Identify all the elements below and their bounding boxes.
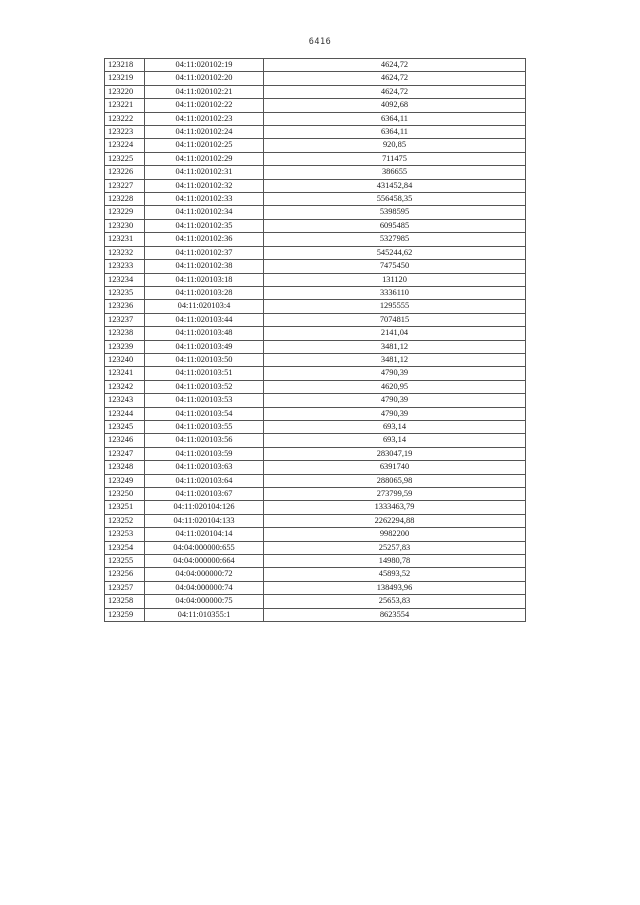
cadastral-value-cell: 8623554 xyxy=(264,608,526,621)
row-number-cell: 123235 xyxy=(105,286,145,299)
cadastral-number-cell: 04:04:000000:75 xyxy=(145,595,264,608)
cadastral-number-cell: 04:11:020103:55 xyxy=(145,420,264,433)
cadastral-value-cell: 45893,52 xyxy=(264,568,526,581)
table-row xyxy=(105,219,526,232)
cadastral-value-cell: 920,85 xyxy=(264,139,526,152)
table-body xyxy=(105,59,526,622)
row-number-cell: 123249 xyxy=(105,474,145,487)
cadastral-value-cell: 1333463,79 xyxy=(264,501,526,514)
cadastral-number-cell: 04:11:020102:31 xyxy=(145,166,264,179)
row-number-cell: 123223 xyxy=(105,126,145,139)
cadastral-number-cell: 04:11:020102:34 xyxy=(145,206,264,219)
cadastral-number-cell: 04:11:020102:25 xyxy=(145,139,264,152)
table-row xyxy=(105,246,526,259)
cadastral-number-cell: 04:11:020103:50 xyxy=(145,353,264,366)
page-number: 6416 xyxy=(308,37,332,47)
table-row xyxy=(105,340,526,353)
table-row xyxy=(105,179,526,192)
row-number-cell: 123221 xyxy=(105,99,145,112)
row-number-cell: 123224 xyxy=(105,139,145,152)
row-number-cell: 123242 xyxy=(105,380,145,393)
cadastral-value-cell: 5398595 xyxy=(264,206,526,219)
row-number-cell: 123256 xyxy=(105,568,145,581)
cadastral-value-cell: 545244,62 xyxy=(264,246,526,259)
row-number-cell: 123251 xyxy=(105,501,145,514)
row-number-cell: 123236 xyxy=(105,300,145,313)
cadastral-number-cell: 04:11:020104:126 xyxy=(145,501,264,514)
cadastral-number-cell: 04:11:020102:32 xyxy=(145,179,264,192)
row-number-cell: 123218 xyxy=(105,59,145,72)
row-number-cell: 123225 xyxy=(105,152,145,165)
table-row xyxy=(105,193,526,206)
table-row xyxy=(105,568,526,581)
row-number-cell: 123238 xyxy=(105,327,145,340)
table-row xyxy=(105,514,526,527)
cadastral-number-cell: 04:11:020103:52 xyxy=(145,380,264,393)
table-row xyxy=(105,474,526,487)
row-number-cell: 123253 xyxy=(105,528,145,541)
cadastral-number-cell: 04:11:020102:19 xyxy=(145,59,264,72)
cadastral-number-cell: 04:11:020102:36 xyxy=(145,233,264,246)
row-number-cell: 123229 xyxy=(105,206,145,219)
cadastral-number-cell: 04:04:000000:72 xyxy=(145,568,264,581)
cadastral-value-cell: 2141,04 xyxy=(264,327,526,340)
cadastral-value-cell: 4624,72 xyxy=(264,85,526,98)
row-number-cell: 123254 xyxy=(105,541,145,554)
cadastral-number-cell: 04:11:020103:4 xyxy=(145,300,264,313)
cadastral-number-cell: 04:11:020103:28 xyxy=(145,286,264,299)
table-row xyxy=(105,555,526,568)
row-number-cell: 123228 xyxy=(105,193,145,206)
row-number-cell: 123244 xyxy=(105,407,145,420)
table-row xyxy=(105,367,526,380)
cadastral-number-cell: 04:11:020103:64 xyxy=(145,474,264,487)
cadastral-number-cell: 04:11:020102:29 xyxy=(145,152,264,165)
cadastral-number-cell: 04:11:010355:1 xyxy=(145,608,264,621)
cadastral-number-cell: 04:11:020102:38 xyxy=(145,260,264,273)
cadastral-value-table xyxy=(104,58,526,622)
table-row xyxy=(105,581,526,594)
cadastral-number-cell: 04:11:020102:35 xyxy=(145,219,264,232)
cadastral-value-cell: 5327985 xyxy=(264,233,526,246)
cadastral-number-cell: 04:11:020103:59 xyxy=(145,447,264,460)
cadastral-value-cell: 6364,11 xyxy=(264,112,526,125)
row-number-cell: 123226 xyxy=(105,166,145,179)
cadastral-value-cell: 4092,68 xyxy=(264,99,526,112)
cadastral-value-cell: 711475 xyxy=(264,152,526,165)
table-row xyxy=(105,166,526,179)
cadastral-number-cell: 04:11:020103:51 xyxy=(145,367,264,380)
cadastral-value-cell: 6364,11 xyxy=(264,126,526,139)
row-number-cell: 123240 xyxy=(105,353,145,366)
table-row xyxy=(105,59,526,72)
table-row xyxy=(105,447,526,460)
row-number-cell: 123239 xyxy=(105,340,145,353)
table-row xyxy=(105,595,526,608)
table-row xyxy=(105,300,526,313)
cadastral-number-cell: 04:11:020103:67 xyxy=(145,488,264,501)
cadastral-value-cell: 25653,83 xyxy=(264,595,526,608)
cadastral-value-cell: 9982200 xyxy=(264,528,526,541)
cadastral-value-cell: 138493,96 xyxy=(264,581,526,594)
cadastral-number-cell: 04:11:020102:24 xyxy=(145,126,264,139)
table-row xyxy=(105,420,526,433)
cadastral-number-cell: 04:11:020102:20 xyxy=(145,72,264,85)
cadastral-value-cell: 25257,83 xyxy=(264,541,526,554)
table-row xyxy=(105,541,526,554)
table-row xyxy=(105,394,526,407)
cadastral-value-cell: 693,14 xyxy=(264,434,526,447)
cadastral-number-cell: 04:11:020103:49 xyxy=(145,340,264,353)
row-number-cell: 123219 xyxy=(105,72,145,85)
row-number-cell: 123259 xyxy=(105,608,145,621)
row-number-cell: 123231 xyxy=(105,233,145,246)
table-row xyxy=(105,260,526,273)
table-row xyxy=(105,407,526,420)
cadastral-value-cell: 4624,72 xyxy=(264,59,526,72)
cadastral-number-cell: 04:11:020102:37 xyxy=(145,246,264,259)
cadastral-value-cell: 7475450 xyxy=(264,260,526,273)
table-row xyxy=(105,501,526,514)
cadastral-number-cell: 04:11:020103:63 xyxy=(145,461,264,474)
table-row xyxy=(105,273,526,286)
cadastral-number-cell: 04:11:020102:23 xyxy=(145,112,264,125)
cadastral-number-cell: 04:11:020103:53 xyxy=(145,394,264,407)
row-number-cell: 123243 xyxy=(105,394,145,407)
cadastral-number-cell: 04:11:020102:33 xyxy=(145,193,264,206)
cadastral-number-cell: 04:04:000000:664 xyxy=(145,555,264,568)
cadastral-value-cell: 431452,84 xyxy=(264,179,526,192)
cadastral-number-cell: 04:11:020103:56 xyxy=(145,434,264,447)
row-number-cell: 123257 xyxy=(105,581,145,594)
cadastral-number-cell: 04:11:020103:54 xyxy=(145,407,264,420)
cadastral-value-cell: 6391740 xyxy=(264,461,526,474)
cadastral-number-cell: 04:04:000000:655 xyxy=(145,541,264,554)
row-number-cell: 123245 xyxy=(105,420,145,433)
cadastral-number-cell: 04:11:020103:44 xyxy=(145,313,264,326)
table-row xyxy=(105,85,526,98)
cadastral-value-cell: 7074815 xyxy=(264,313,526,326)
cadastral-value-cell: 6095485 xyxy=(264,219,526,232)
row-number-cell: 123222 xyxy=(105,112,145,125)
table-row xyxy=(105,608,526,621)
table-row xyxy=(105,434,526,447)
cadastral-value-cell: 288065,98 xyxy=(264,474,526,487)
row-number-cell: 123234 xyxy=(105,273,145,286)
cadastral-number-cell: 04:11:020103:48 xyxy=(145,327,264,340)
row-number-cell: 123230 xyxy=(105,219,145,232)
table-row xyxy=(105,126,526,139)
table-row xyxy=(105,152,526,165)
row-number-cell: 123246 xyxy=(105,434,145,447)
cadastral-value-cell: 3336110 xyxy=(264,286,526,299)
cadastral-value-cell: 283047,19 xyxy=(264,447,526,460)
cadastral-value-cell: 4790,39 xyxy=(264,407,526,420)
table-row xyxy=(105,99,526,112)
table-row xyxy=(105,327,526,340)
cadastral-value-cell: 131120 xyxy=(264,273,526,286)
row-number-cell: 123247 xyxy=(105,447,145,460)
row-number-cell: 123248 xyxy=(105,461,145,474)
row-number-cell: 123220 xyxy=(105,85,145,98)
table-row xyxy=(105,139,526,152)
cadastral-value-cell: 3481,12 xyxy=(264,340,526,353)
cadastral-value-cell: 3481,12 xyxy=(264,353,526,366)
row-number-cell: 123237 xyxy=(105,313,145,326)
table-row xyxy=(105,380,526,393)
table-row xyxy=(105,206,526,219)
row-number-cell: 123232 xyxy=(105,246,145,259)
table-row xyxy=(105,233,526,246)
cadastral-value-cell: 4624,72 xyxy=(264,72,526,85)
cadastral-number-cell: 04:11:020103:18 xyxy=(145,273,264,286)
table-row xyxy=(105,112,526,125)
cadastral-value-cell: 386655 xyxy=(264,166,526,179)
table-row xyxy=(105,313,526,326)
table-row xyxy=(105,461,526,474)
cadastral-number-cell: 04:11:020102:21 xyxy=(145,85,264,98)
row-number-cell: 123250 xyxy=(105,488,145,501)
row-number-cell: 123252 xyxy=(105,514,145,527)
table-row xyxy=(105,286,526,299)
cadastral-value-cell: 2262294,88 xyxy=(264,514,526,527)
row-number-cell: 123255 xyxy=(105,555,145,568)
cadastral-value-cell: 273799,59 xyxy=(264,488,526,501)
cadastral-number-cell: 04:11:020102:22 xyxy=(145,99,264,112)
row-number-cell: 123241 xyxy=(105,367,145,380)
cadastral-value-cell: 693,14 xyxy=(264,420,526,433)
table-row xyxy=(105,353,526,366)
cadastral-number-cell: 04:11:020104:133 xyxy=(145,514,264,527)
cadastral-value-cell: 4790,39 xyxy=(264,394,526,407)
cadastral-value-cell: 4620,95 xyxy=(264,380,526,393)
table-row xyxy=(105,488,526,501)
cadastral-value-cell: 14980,78 xyxy=(264,555,526,568)
row-number-cell: 123258 xyxy=(105,595,145,608)
cadastral-number-cell: 04:04:000000:74 xyxy=(145,581,264,594)
cadastral-value-cell: 4790,39 xyxy=(264,367,526,380)
row-number-cell: 123233 xyxy=(105,260,145,273)
row-number-cell: 123227 xyxy=(105,179,145,192)
cadastral-value-cell: 556458,35 xyxy=(264,193,526,206)
cadastral-number-cell: 04:11:020104:14 xyxy=(145,528,264,541)
cadastral-value-cell: 1295555 xyxy=(264,300,526,313)
table-row xyxy=(105,528,526,541)
table-row xyxy=(105,72,526,85)
